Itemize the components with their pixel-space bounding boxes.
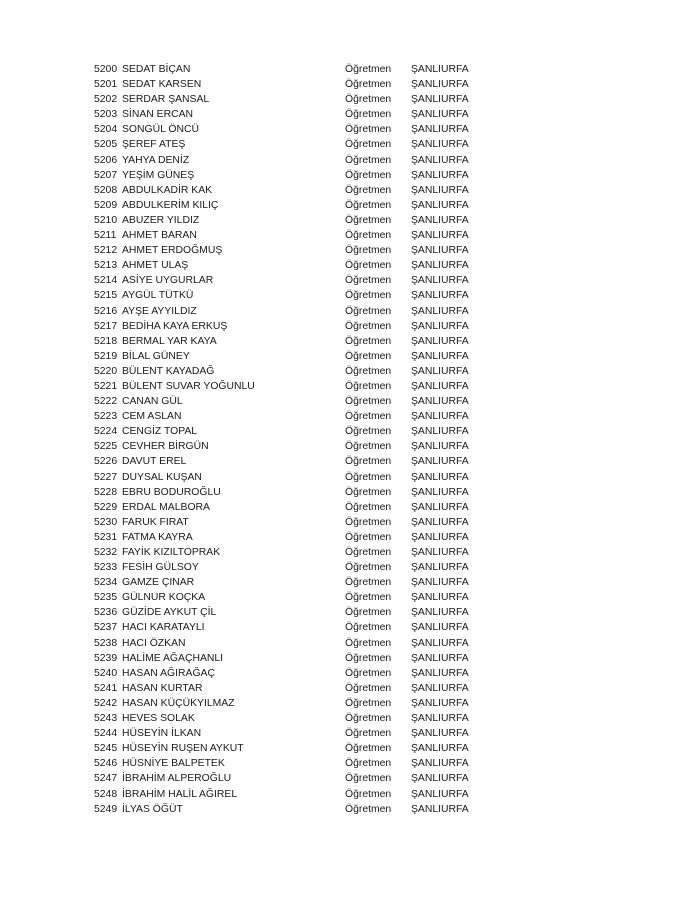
city: ŞANLIURFA xyxy=(411,305,469,317)
row-number: 5246 xyxy=(94,758,118,770)
row-number: 5209 xyxy=(94,199,118,211)
city: ŞANLIURFA xyxy=(411,758,469,770)
occupation: Öğretmen xyxy=(345,230,392,242)
person-name: ABDULKERİM KILIÇ xyxy=(122,199,219,211)
row-number: 5200 xyxy=(94,64,118,75)
occupation: Öğretmen xyxy=(345,667,392,679)
row-number: 5236 xyxy=(94,607,118,619)
occupation: Öğretmen xyxy=(345,516,392,528)
row-number: 5205 xyxy=(94,139,118,151)
person-name: AYGÜL TÜTKÜ xyxy=(122,290,194,302)
person-name: HALİME AĞAÇHANLI xyxy=(122,652,224,664)
occupation: Öğretmen xyxy=(345,396,392,408)
person-name: AYŞE AYYILDIZ xyxy=(122,305,197,317)
row-number: 5231 xyxy=(94,531,118,543)
list-row xyxy=(0,636,700,651)
person-name: SONGÜL ÖNCÜ xyxy=(122,124,199,136)
list-row xyxy=(0,530,700,545)
occupation: Öğretmen xyxy=(345,380,392,392)
person-name: FARUK FIRAT xyxy=(122,516,189,528)
city: ŞANLIURFA xyxy=(411,456,469,468)
occupation: Öğretmen xyxy=(345,305,392,317)
row-number: 5248 xyxy=(94,788,118,800)
list-row xyxy=(0,273,700,288)
occupation: Öğretmen xyxy=(345,577,392,589)
row-number: 5234 xyxy=(94,577,118,589)
list-row xyxy=(0,92,700,107)
city: ŞANLIURFA xyxy=(411,773,469,785)
person-name: EBRU BODUROĞLU xyxy=(122,486,221,498)
occupation: Öğretmen xyxy=(345,411,392,423)
list-row xyxy=(0,183,700,198)
city: ŞANLIURFA xyxy=(411,441,469,453)
person-name: FESİH GÜLSOY xyxy=(122,562,199,574)
city: ŞANLIURFA xyxy=(411,245,469,257)
person-name: CANAN GÜL xyxy=(122,396,183,408)
occupation: Öğretmen xyxy=(345,682,392,694)
city: ŞANLIURFA xyxy=(411,713,469,725)
person-name: DUYSAL KUŞAN xyxy=(122,471,202,483)
person-name: İBRAHİM ALPEROĞLU xyxy=(122,773,232,785)
city: ŞANLIURFA xyxy=(411,199,469,211)
city: ŞANLIURFA xyxy=(411,124,469,136)
occupation: Öğretmen xyxy=(345,245,392,257)
list-row xyxy=(0,696,700,711)
list-row xyxy=(0,454,700,469)
city: ŞANLIURFA xyxy=(411,169,469,181)
list-row xyxy=(0,62,700,77)
person-name: HÜSEYİN İLKAN xyxy=(122,728,202,740)
city: ŞANLIURFA xyxy=(411,64,469,75)
row-number: 5243 xyxy=(94,713,118,725)
row-number: 5211 xyxy=(94,230,117,242)
list-row xyxy=(0,620,700,635)
list-row xyxy=(0,787,700,802)
row-number: 5210 xyxy=(94,214,118,226)
row-number: 5241 xyxy=(94,682,118,694)
person-name: SERDAR ŞANSAL xyxy=(122,94,210,106)
occupation: Öğretmen xyxy=(345,214,392,226)
list-row xyxy=(0,500,700,515)
row-number: 5245 xyxy=(94,743,118,755)
row-number: 5228 xyxy=(94,486,118,498)
person-name: GAMZE ÇINAR xyxy=(122,577,195,589)
city: ŞANLIURFA xyxy=(411,501,469,513)
city: ŞANLIURFA xyxy=(411,788,469,800)
person-name: FATMA KAYRA xyxy=(122,531,193,543)
row-number: 5240 xyxy=(94,667,118,679)
list-row xyxy=(0,439,700,454)
occupation: Öğretmen xyxy=(345,788,392,800)
row-number: 5217 xyxy=(94,320,118,332)
city: ŞANLIURFA xyxy=(411,184,469,196)
row-number: 5227 xyxy=(94,471,118,483)
row-number: 5237 xyxy=(94,622,118,634)
row-number: 5226 xyxy=(94,456,118,468)
row-number: 5208 xyxy=(94,184,118,196)
occupation: Öğretmen xyxy=(345,758,392,770)
occupation: Öğretmen xyxy=(345,531,392,543)
city: ŞANLIURFA xyxy=(411,743,469,755)
row-number: 5213 xyxy=(94,260,118,272)
city: ŞANLIURFA xyxy=(411,652,469,664)
list-row xyxy=(0,319,700,334)
city: ŞANLIURFA xyxy=(411,290,469,302)
city: ŞANLIURFA xyxy=(411,396,469,408)
list-row xyxy=(0,726,700,741)
row-number: 5230 xyxy=(94,516,118,528)
list-row xyxy=(0,666,700,681)
city: ŞANLIURFA xyxy=(411,697,469,709)
occupation: Öğretmen xyxy=(345,275,392,287)
row-number: 5225 xyxy=(94,441,118,453)
city: ŞANLIURFA xyxy=(411,230,469,242)
person-name: CEVHER BİRGÜN xyxy=(122,441,209,453)
person-name: CENGİZ TOPAL xyxy=(122,426,198,438)
person-name: BEDİHA KAYA ERKUŞ xyxy=(122,320,228,332)
list-row xyxy=(0,711,700,726)
row-number: 5244 xyxy=(94,728,118,740)
occupation: Öğretmen xyxy=(345,365,392,377)
occupation: Öğretmen xyxy=(345,652,392,664)
person-name: AHMET ERDOĞMUŞ xyxy=(122,245,223,257)
person-name: HACI KARATAYLI xyxy=(122,622,205,634)
list-row xyxy=(0,515,700,530)
occupation: Öğretmen xyxy=(345,320,392,332)
city: ŞANLIURFA xyxy=(411,577,469,589)
person-name: HEVES SOLAK xyxy=(122,713,195,725)
list-row xyxy=(0,137,700,152)
occupation: Öğretmen xyxy=(345,350,392,362)
row-number: 5247 xyxy=(94,773,118,785)
city: ŞANLIURFA xyxy=(411,365,469,377)
list-row xyxy=(0,349,700,364)
row-number: 5214 xyxy=(94,275,118,287)
person-name: SEDAT BİÇAN xyxy=(122,64,191,75)
row-number: 5218 xyxy=(94,335,118,347)
list-row xyxy=(0,243,700,258)
city: ŞANLIURFA xyxy=(411,350,469,362)
city: ŞANLIURFA xyxy=(411,109,469,121)
list-row xyxy=(0,77,700,92)
city: ŞANLIURFA xyxy=(411,637,469,649)
city: ŞANLIURFA xyxy=(411,547,469,558)
occupation: Öğretmen xyxy=(345,79,392,91)
city: ŞANLIURFA xyxy=(411,516,469,528)
list-row xyxy=(0,756,700,771)
occupation: Öğretmen xyxy=(345,94,392,106)
person-name: YAHYA DENİZ xyxy=(122,154,190,166)
occupation: Öğretmen xyxy=(345,728,392,740)
person-name: HASAN AĞIRAĞAÇ xyxy=(122,667,215,679)
list-row xyxy=(0,288,700,303)
city: ŞANLIURFA xyxy=(411,214,469,226)
occupation: Öğretmen xyxy=(345,169,392,181)
list-row xyxy=(0,409,700,424)
occupation: Öğretmen xyxy=(345,486,392,498)
row-number: 5201 xyxy=(94,79,118,91)
occupation: Öğretmen xyxy=(345,607,392,619)
list-row xyxy=(0,304,700,319)
person-name: ABUZER YILDIZ xyxy=(122,214,200,226)
city: ŞANLIURFA xyxy=(411,154,469,166)
list-row xyxy=(0,107,700,122)
person-name: HASAN KÜÇÜKYILMAZ xyxy=(122,697,235,709)
list-row xyxy=(0,334,700,349)
city: ŞANLIURFA xyxy=(411,486,469,498)
person-list xyxy=(0,62,700,817)
city: ŞANLIURFA xyxy=(411,411,469,423)
city: ŞANLIURFA xyxy=(411,622,469,634)
person-name: HASAN KURTAR xyxy=(122,682,203,694)
list-row xyxy=(0,575,700,590)
person-name: ŞEREF ATEŞ xyxy=(122,139,186,151)
occupation: Öğretmen xyxy=(345,64,392,75)
city: ŞANLIURFA xyxy=(411,94,469,106)
occupation: Öğretmen xyxy=(345,773,392,785)
person-name: DAVUT EREL xyxy=(122,456,187,468)
city: ŞANLIURFA xyxy=(411,139,469,151)
row-number: 5232 xyxy=(94,547,118,558)
person-name: AHMET BARAN xyxy=(122,230,197,242)
list-row xyxy=(0,681,700,696)
list-row xyxy=(0,122,700,137)
list-row xyxy=(0,470,700,485)
row-number: 5219 xyxy=(94,350,118,362)
row-number: 5242 xyxy=(94,697,118,709)
list-row xyxy=(0,485,700,500)
person-name: CEM ASLAN xyxy=(122,411,182,423)
person-name: İBRAHİM HALİL AĞIREL xyxy=(122,788,238,800)
list-row xyxy=(0,545,700,560)
occupation: Öğretmen xyxy=(345,562,392,574)
occupation: Öğretmen xyxy=(345,335,392,347)
city: ŞANLIURFA xyxy=(411,728,469,740)
occupation: Öğretmen xyxy=(345,622,392,634)
list-row xyxy=(0,424,700,439)
row-number: 5235 xyxy=(94,592,118,604)
occupation: Öğretmen xyxy=(345,471,392,483)
occupation: Öğretmen xyxy=(345,501,392,513)
row-number: 5216 xyxy=(94,305,118,317)
city: ŞANLIURFA xyxy=(411,275,469,287)
row-number: 5215 xyxy=(94,290,118,302)
row-number: 5229 xyxy=(94,501,118,513)
city: ŞANLIURFA xyxy=(411,320,469,332)
occupation: Öğretmen xyxy=(345,109,392,121)
city: ŞANLIURFA xyxy=(411,592,469,604)
person-name: SİNAN ERCAN xyxy=(122,109,194,121)
row-number: 5204 xyxy=(94,124,118,136)
person-name: HÜSNİYE BALPETEK xyxy=(122,758,225,770)
person-name: FAYİK KIZILTOPRAK xyxy=(122,547,221,558)
row-number: 5206 xyxy=(94,154,118,166)
row-number: 5220 xyxy=(94,365,118,377)
occupation: Öğretmen xyxy=(345,713,392,725)
occupation: Öğretmen xyxy=(345,426,392,438)
list-row xyxy=(0,258,700,273)
occupation: Öğretmen xyxy=(345,184,392,196)
row-number: 5203 xyxy=(94,109,118,121)
list-row xyxy=(0,394,700,409)
occupation: Öğretmen xyxy=(345,260,392,272)
person-name: AHMET ULAŞ xyxy=(122,260,189,272)
city: ŞANLIURFA xyxy=(411,667,469,679)
occupation: Öğretmen xyxy=(345,154,392,166)
row-number: 5207 xyxy=(94,169,118,181)
person-name: GÜZİDE AYKUT ÇİL xyxy=(122,607,217,619)
city: ŞANLIURFA xyxy=(411,380,469,392)
list-row xyxy=(0,364,700,379)
row-number: 5222 xyxy=(94,396,118,408)
person-name: ABDULKADİR KAK xyxy=(122,184,213,196)
occupation: Öğretmen xyxy=(345,139,392,151)
city: ŞANLIURFA xyxy=(411,426,469,438)
list-row xyxy=(0,198,700,213)
list-row xyxy=(0,153,700,168)
occupation: Öğretmen xyxy=(345,290,392,302)
occupation: Öğretmen xyxy=(345,124,392,136)
person-name: ASİYE UYGURLAR xyxy=(122,275,214,287)
row-number: 5202 xyxy=(94,94,118,106)
row-number: 5239 xyxy=(94,652,118,664)
row-number: 5224 xyxy=(94,426,118,438)
list-row xyxy=(0,560,700,575)
list-row xyxy=(0,741,700,756)
person-name: BÜLENT KAYADAĞ xyxy=(122,365,215,377)
person-name: BİLAL GÜNEY xyxy=(122,350,190,362)
occupation: Öğretmen xyxy=(345,592,392,604)
person-name: SEDAT KARSEN xyxy=(122,79,202,91)
city: ŞANLIURFA xyxy=(411,682,469,694)
city: ŞANLIURFA xyxy=(411,562,469,574)
occupation: Öğretmen xyxy=(345,441,392,453)
list-row xyxy=(0,168,700,183)
city: ŞANLIURFA xyxy=(411,471,469,483)
row-number: 5223 xyxy=(94,411,118,423)
person-name: HÜSEYİN RUŞEN AYKUT xyxy=(122,743,244,755)
person-name: İLYAS ÖĞÜT xyxy=(122,803,183,815)
city: ŞANLIURFA xyxy=(411,79,469,91)
occupation: Öğretmen xyxy=(345,697,392,709)
person-name: GÜLNUR KOÇKA xyxy=(122,592,206,604)
occupation: Öğretmen xyxy=(345,803,392,815)
occupation: Öğretmen xyxy=(345,743,392,755)
list-row xyxy=(0,379,700,394)
list-row xyxy=(0,590,700,605)
city: ŞANLIURFA xyxy=(411,607,469,619)
list-row xyxy=(0,651,700,666)
person-name: YEŞİM GÜNEŞ xyxy=(122,169,195,181)
list-row xyxy=(0,213,700,228)
list-row xyxy=(0,802,700,817)
occupation: Öğretmen xyxy=(345,637,392,649)
occupation: Öğretmen xyxy=(345,547,392,558)
row-number: 5249 xyxy=(94,803,118,815)
occupation: Öğretmen xyxy=(345,456,392,468)
city: ŞANLIURFA xyxy=(411,335,469,347)
row-number: 5221 xyxy=(94,380,118,392)
row-number: 5238 xyxy=(94,637,118,649)
row-number: 5233 xyxy=(94,562,118,574)
city: ŞANLIURFA xyxy=(411,531,469,543)
row-number: 5212 xyxy=(94,245,118,257)
person-name: BERMAL YAR KAYA xyxy=(122,335,217,347)
city: ŞANLIURFA xyxy=(411,803,469,815)
occupation: Öğretmen xyxy=(345,199,392,211)
city: ŞANLIURFA xyxy=(411,260,469,272)
list-row xyxy=(0,605,700,620)
person-name: BÜLENT SUVAR YOĞUNLU xyxy=(122,380,255,392)
person-name: ERDAL MALBORA xyxy=(122,501,210,513)
person-name: HACI ÖZKAN xyxy=(122,637,186,649)
list-row xyxy=(0,771,700,786)
list-row xyxy=(0,228,700,243)
